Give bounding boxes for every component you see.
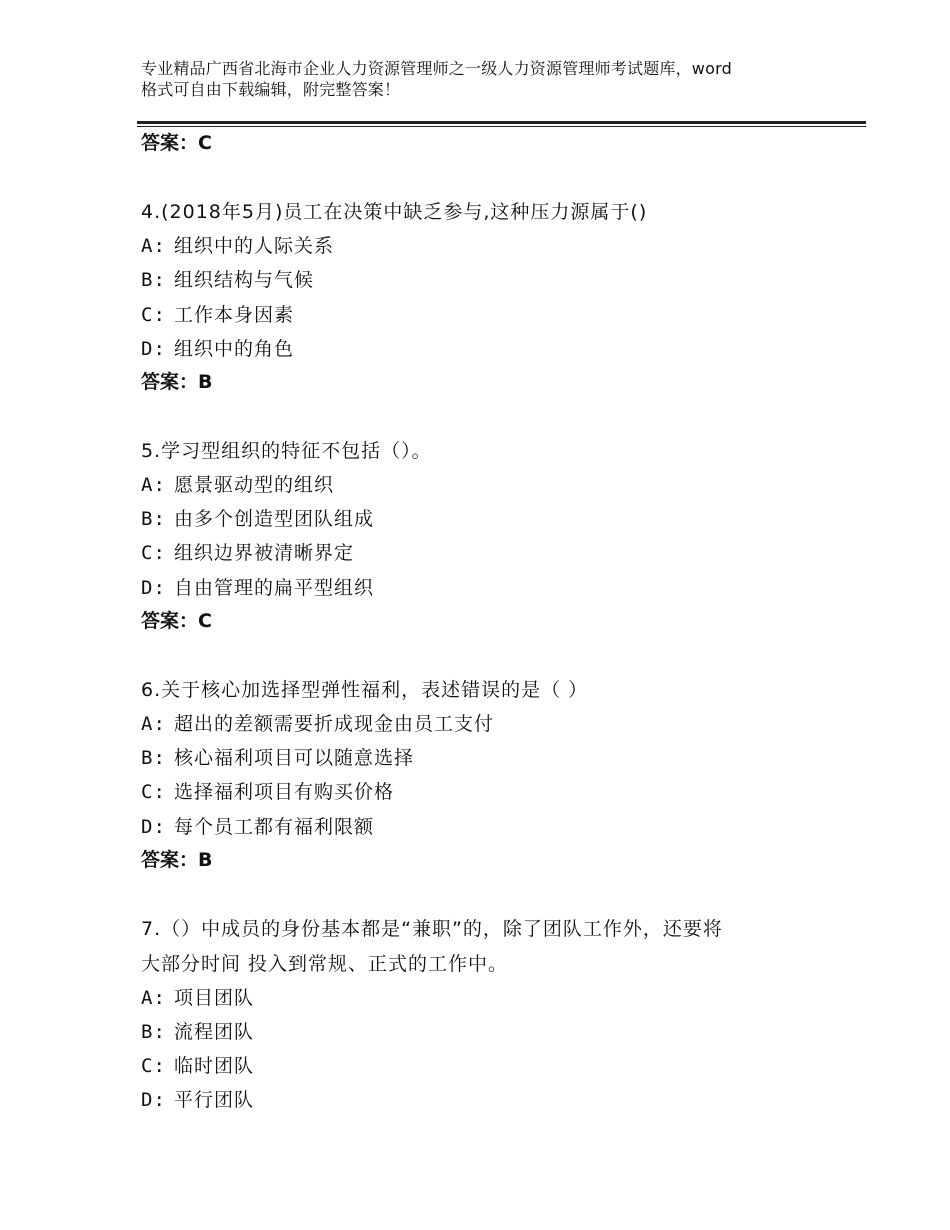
option-text: 工作本身因素	[174, 304, 295, 326]
option-b	[141, 746, 414, 770]
header-line-2: 格式可自由下载编辑，附完整答案！	[141, 80, 401, 99]
option-letter: D:	[141, 816, 166, 838]
option-text: 组织边界被清晰界定	[174, 542, 355, 564]
option-text: 组织中的人际关系	[174, 235, 335, 257]
option-letter: B:	[141, 1021, 166, 1043]
option-text: 核心福利项目可以随意选择	[174, 747, 415, 769]
option-letter: A:	[141, 474, 166, 496]
question-text-line-2: 大部分时间 投入到常规、正式的工作中。	[141, 953, 509, 975]
option-a	[141, 986, 254, 1010]
option-c	[141, 303, 294, 327]
option-letter: D:	[141, 1089, 166, 1111]
option-text: 超出的差额需要折成现金由员工支付	[174, 713, 495, 735]
option-text: 流程团队	[174, 1021, 255, 1043]
header-divider-thin	[137, 126, 866, 127]
option-text: 愿景驱动型的组织	[174, 474, 335, 496]
option-c	[141, 780, 394, 804]
option-letter: C:	[141, 781, 166, 803]
option-letter: A:	[141, 987, 166, 1009]
option-text: 组织中的角色	[174, 338, 295, 360]
option-letter: B:	[141, 747, 166, 769]
option-b	[141, 268, 314, 292]
option-text: 每个员工都有福利限额	[174, 816, 375, 838]
option-text: 平行团队	[174, 1089, 255, 1111]
option-text: 项目团队	[174, 987, 255, 1009]
option-d	[141, 1088, 254, 1112]
option-c	[141, 1054, 254, 1078]
question-text-line-1: 7.（）中成员的身份基本都是“兼职”的，除了团队工作外，还要将	[141, 918, 723, 940]
option-letter: A:	[141, 235, 166, 257]
option-text: 自由管理的扁平型组织	[174, 577, 375, 599]
option-a	[141, 712, 494, 736]
answer: 答案：C	[141, 610, 212, 632]
answer: 答案：B	[141, 849, 213, 871]
document-header	[141, 58, 841, 100]
option-a	[141, 473, 334, 497]
question-text: 6.关于核心加选择型弹性福利，表述错误的是（ ）	[141, 679, 589, 701]
question-text: 4.(2018年5月)员工在决策中缺乏参与,这种压力源属于()	[141, 201, 648, 223]
option-text: 选择福利项目有购买价格	[174, 781, 395, 803]
option-c	[141, 541, 354, 565]
header-divider-thick	[137, 121, 866, 124]
option-text: 由多个创造型团队组成	[174, 508, 375, 530]
option-text: 临时团队	[174, 1055, 255, 1077]
option-b	[141, 1020, 254, 1044]
previous-answer: 答案：C	[141, 132, 212, 154]
header-line-1: 专业精品广西省北海市企业人力资源管理师之一级人力资源管理师考试题库，word	[141, 59, 732, 78]
option-text: 组织结构与气候	[174, 269, 315, 291]
option-b	[141, 507, 374, 531]
option-letter: D:	[141, 577, 166, 599]
option-a	[141, 234, 334, 258]
option-letter: C:	[141, 304, 166, 326]
answer: 答案：B	[141, 371, 213, 393]
option-letter: C:	[141, 1055, 166, 1077]
option-letter: B:	[141, 269, 166, 291]
option-letter: A:	[141, 713, 166, 735]
question-text: 5.学习型组织的特征不包括（）。	[141, 440, 432, 462]
option-letter: C:	[141, 542, 166, 564]
option-d	[141, 337, 294, 361]
option-letter: D:	[141, 338, 166, 360]
option-d	[141, 576, 374, 600]
option-letter: B:	[141, 508, 166, 530]
option-d	[141, 815, 374, 839]
